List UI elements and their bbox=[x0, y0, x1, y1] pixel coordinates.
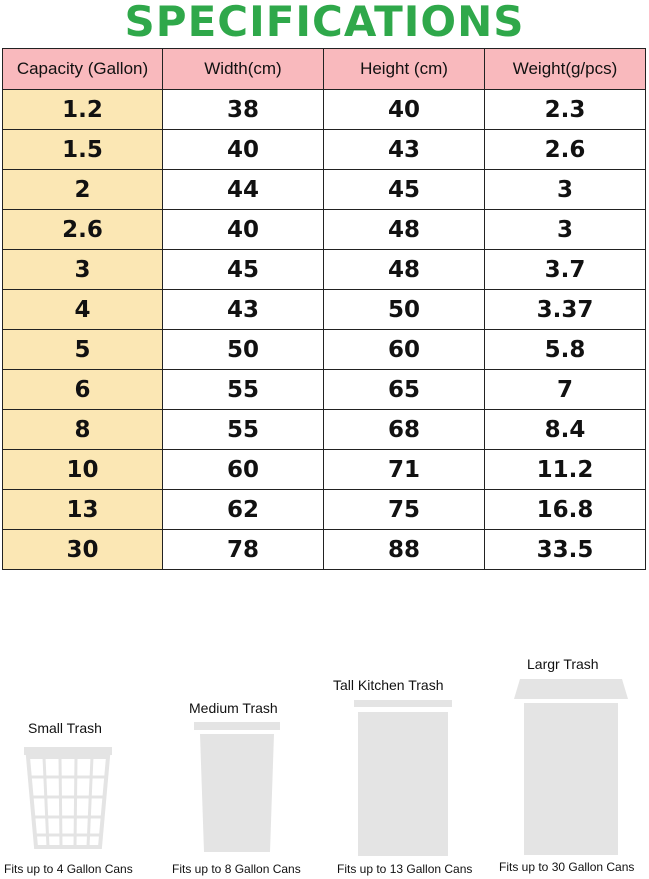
bin-fits-medium: Fits up to 8 Gallon Cans bbox=[172, 862, 301, 876]
cell-weight: 8.4 bbox=[485, 410, 646, 450]
cell-capacity: 10 bbox=[3, 450, 163, 490]
cell-width: 45 bbox=[163, 250, 324, 290]
cell-width: 38 bbox=[163, 90, 324, 130]
cell-height: 50 bbox=[324, 290, 485, 330]
cell-capacity: 1.2 bbox=[3, 90, 163, 130]
cell-height: 65 bbox=[324, 370, 485, 410]
cell-capacity: 13 bbox=[3, 490, 163, 530]
cell-weight: 3.37 bbox=[485, 290, 646, 330]
table-header-row bbox=[3, 49, 646, 90]
bin-label-medium: Medium Trash bbox=[189, 700, 278, 716]
bin-fits-small: Fits up to 4 Gallon Cans bbox=[4, 862, 133, 876]
cell-width: 44 bbox=[163, 170, 324, 210]
cell-weight: 11.2 bbox=[485, 450, 646, 490]
cell-width: 55 bbox=[163, 370, 324, 410]
table-row bbox=[3, 450, 646, 490]
header-capacity: Capacity (Gallon) bbox=[3, 49, 163, 90]
cell-capacity: 8 bbox=[3, 410, 163, 450]
cell-height: 88 bbox=[324, 530, 485, 570]
large-bin-icon bbox=[514, 679, 628, 855]
cell-weight: 3.7 bbox=[485, 250, 646, 290]
cell-height: 71 bbox=[324, 450, 485, 490]
table-row bbox=[3, 250, 646, 290]
cell-capacity: 6 bbox=[3, 370, 163, 410]
table-row bbox=[3, 490, 646, 530]
table-row bbox=[3, 530, 646, 570]
cell-height: 43 bbox=[324, 130, 485, 170]
header-height: Height (cm) bbox=[324, 49, 485, 90]
cell-height: 48 bbox=[324, 250, 485, 290]
cell-weight: 2.3 bbox=[485, 90, 646, 130]
cell-weight: 7 bbox=[485, 370, 646, 410]
cell-width: 55 bbox=[163, 410, 324, 450]
cell-height: 75 bbox=[324, 490, 485, 530]
cell-capacity: 30 bbox=[3, 530, 163, 570]
cell-height: 45 bbox=[324, 170, 485, 210]
cell-width: 78 bbox=[163, 530, 324, 570]
cell-capacity: 5 bbox=[3, 330, 163, 370]
cell-width: 50 bbox=[163, 330, 324, 370]
cell-capacity: 3 bbox=[3, 250, 163, 290]
bin-label-tall-kitchen: Tall Kitchen Trash bbox=[333, 677, 444, 693]
table-row bbox=[3, 90, 646, 130]
cell-weight: 5.8 bbox=[485, 330, 646, 370]
medium-bin-icon bbox=[194, 722, 280, 854]
header-weight: Weight(g/pcs) bbox=[485, 49, 646, 90]
table-row bbox=[3, 370, 646, 410]
bin-label-small: Small Trash bbox=[28, 720, 102, 736]
cell-capacity: 4 bbox=[3, 290, 163, 330]
cell-weight: 3 bbox=[485, 170, 646, 210]
bin-size-guide bbox=[0, 600, 649, 879]
bin-fits-tall-kitchen: Fits up to 13 Gallon Cans bbox=[337, 862, 473, 876]
cell-width: 60 bbox=[163, 450, 324, 490]
cell-height: 68 bbox=[324, 410, 485, 450]
cell-capacity: 1.5 bbox=[3, 130, 163, 170]
cell-capacity: 2 bbox=[3, 170, 163, 210]
cell-weight: 2.6 bbox=[485, 130, 646, 170]
table-row bbox=[3, 210, 646, 250]
specifications-table bbox=[2, 48, 646, 570]
cell-height: 48 bbox=[324, 210, 485, 250]
table-row bbox=[3, 330, 646, 370]
table-row bbox=[3, 170, 646, 210]
bin-fits-large: Fits up to 30 Gallon Cans bbox=[499, 860, 635, 874]
bin-label-large: Largr Trash bbox=[527, 656, 599, 672]
tall-bin-icon bbox=[354, 700, 452, 856]
table-row bbox=[3, 410, 646, 450]
wire-basket-icon bbox=[24, 747, 112, 851]
cell-weight: 16.8 bbox=[485, 490, 646, 530]
cell-width: 43 bbox=[163, 290, 324, 330]
page-title: SPECIFICATIONS bbox=[124, 0, 525, 46]
table-row bbox=[3, 290, 646, 330]
cell-capacity: 2.6 bbox=[3, 210, 163, 250]
header-width: Width(cm) bbox=[163, 49, 324, 90]
table-row bbox=[3, 130, 646, 170]
cell-width: 40 bbox=[163, 130, 324, 170]
cell-height: 40 bbox=[324, 90, 485, 130]
cell-width: 40 bbox=[163, 210, 324, 250]
cell-height: 60 bbox=[324, 330, 485, 370]
cell-weight: 3 bbox=[485, 210, 646, 250]
cell-weight: 33.5 bbox=[485, 530, 646, 570]
cell-width: 62 bbox=[163, 490, 324, 530]
